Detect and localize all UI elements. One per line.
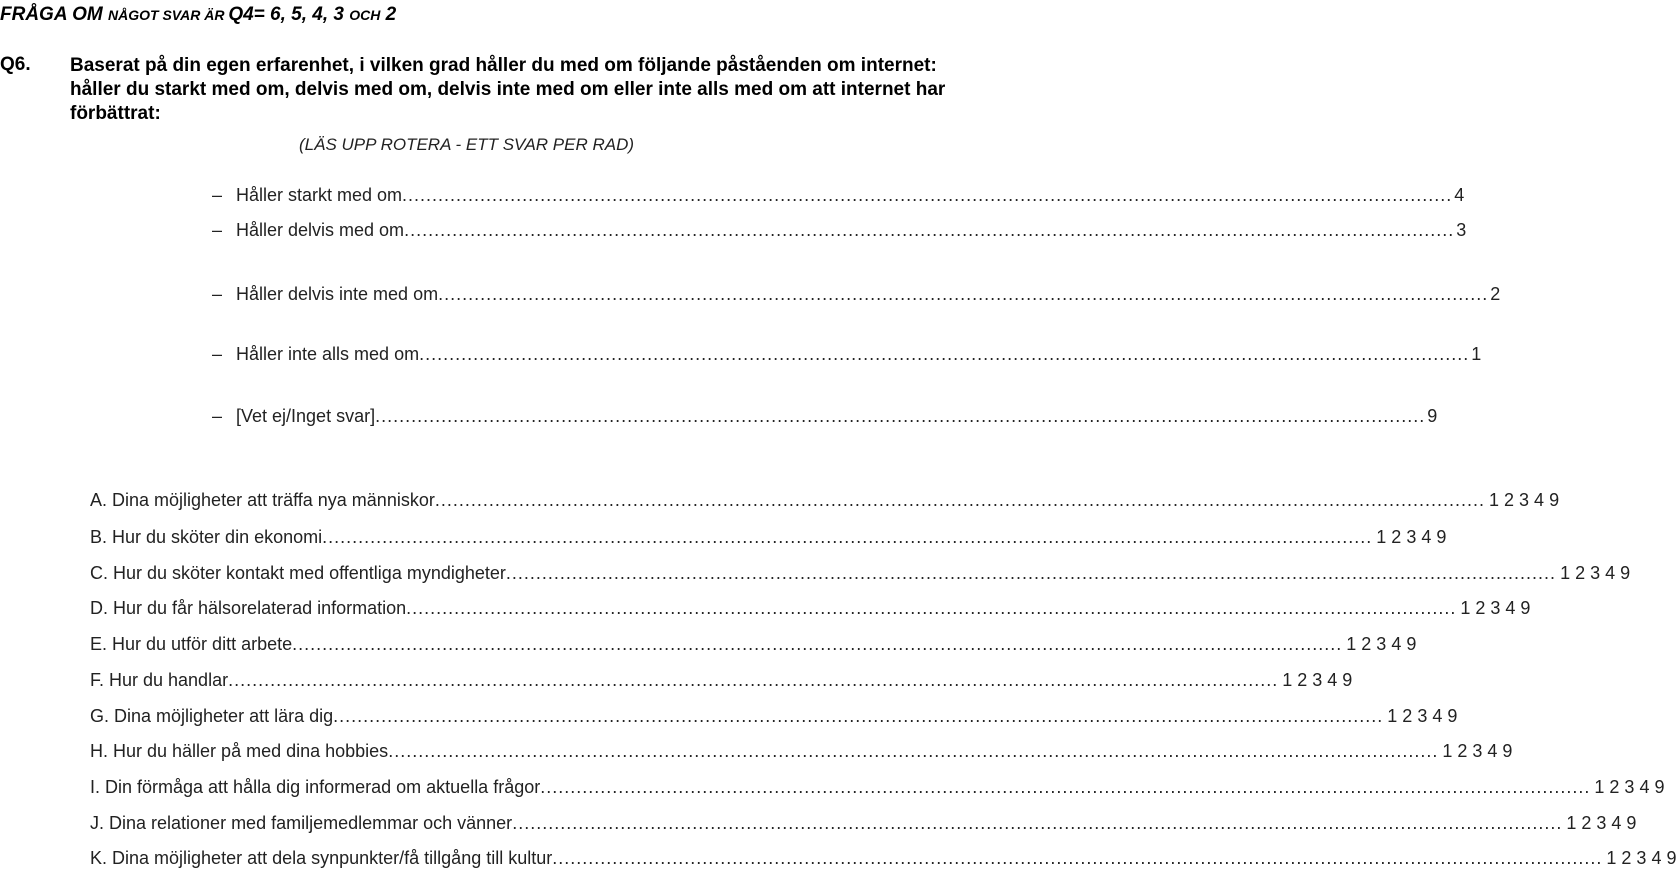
statement-label: C. Hur du sköter kontakt med offentliga myndigheter bbox=[90, 563, 506, 583]
header-text-5: 2 bbox=[380, 4, 397, 25]
scale-option-label: [Vet ej/Inget svar] bbox=[236, 406, 376, 426]
dot-leader: ............................................................................................................................................................................... bbox=[552, 848, 1603, 868]
scale-option-2 bbox=[212, 284, 1501, 306]
statement-row-a bbox=[90, 490, 1560, 512]
dot-leader: ............................................................................................................................................................................... bbox=[402, 185, 1453, 205]
dot-leader: ............................................................................................................................................................................... bbox=[228, 670, 1279, 690]
dash-marker: – bbox=[212, 185, 223, 205]
answer-codes: 1 2 3 4 9 bbox=[1282, 670, 1353, 690]
dot-leader: ............................................................................................................................................................................... bbox=[512, 813, 1563, 833]
scale-option-code: 3 bbox=[1456, 220, 1467, 240]
answer-codes: 1 2 3 4 9 bbox=[1442, 741, 1513, 761]
answer-codes: 1 2 3 4 9 bbox=[1594, 777, 1665, 797]
dot-leader: ............................................................................................................................................................................... bbox=[419, 344, 1470, 364]
interviewer-instruction: (LÄS UPP ROTERA - ETT SVAR PER RAD) bbox=[299, 135, 635, 154]
scale-option-9 bbox=[212, 406, 1438, 428]
statement-label: D. Hur du får hälsorelaterad information bbox=[90, 598, 407, 618]
answer-codes: 1 2 3 4 9 bbox=[1346, 634, 1417, 654]
statement-label: K. Dina möjligheter att dela synpunkter/få tillgång till kultur bbox=[90, 848, 553, 868]
dot-leader: ............................................................................................................................................................................... bbox=[406, 598, 1457, 618]
answer-codes: 1 2 3 4 9 bbox=[1489, 490, 1560, 510]
scale-option-label: Håller delvis med om bbox=[236, 220, 405, 240]
question-number: Q6. bbox=[0, 54, 31, 75]
scale-option-code: 9 bbox=[1427, 406, 1438, 426]
header-text-1: FRÅGA OM bbox=[0, 4, 109, 25]
header-text-2: NÅGOT SVAR ÄR bbox=[108, 7, 229, 23]
dot-leader: ............................................................................................................................................................................... bbox=[322, 527, 1373, 547]
scale-option-label: Håller delvis inte med om bbox=[236, 284, 439, 304]
scale-option-3 bbox=[212, 220, 1467, 242]
dash-marker: – bbox=[212, 406, 223, 426]
statement-row-i bbox=[90, 777, 1665, 799]
dot-leader: ............................................................................................................................................................................... bbox=[388, 741, 1439, 761]
statement-row-g bbox=[90, 706, 1458, 728]
scale-option-code: 2 bbox=[1490, 284, 1501, 304]
statement-label: I. Din förmåga att hålla dig informerad om aktuella frågor bbox=[90, 777, 541, 797]
scale-option-code: 4 bbox=[1454, 185, 1465, 205]
dash-marker: – bbox=[212, 284, 223, 304]
statement-label: F. Hur du handlar bbox=[90, 670, 229, 690]
scale-option-1 bbox=[212, 344, 1482, 366]
dash-marker: – bbox=[212, 220, 223, 240]
dot-leader: ............................................................................................................................................................................... bbox=[434, 490, 1486, 510]
statement-row-d bbox=[90, 598, 1531, 620]
statement-label: E. Hur du utför ditt arbete bbox=[90, 634, 293, 654]
statement-label: J. Dina relationer med familjemedlemmar och vänner bbox=[90, 813, 513, 833]
dot-leader: ............................................................................................................................................................................... bbox=[375, 406, 1426, 426]
answer-codes: 1 2 3 4 9 bbox=[1376, 527, 1447, 547]
dot-leader: ............................................................................................................................................................................... bbox=[540, 777, 1591, 797]
dot-leader: ............................................................................................................................................................................... bbox=[505, 563, 1557, 583]
statement-row-e bbox=[90, 634, 1417, 656]
statement-row-c bbox=[90, 563, 1631, 585]
dot-leader: ............................................................................................................................................................................... bbox=[438, 284, 1489, 304]
scale-option-label: Håller inte alls med om bbox=[236, 344, 420, 364]
statement-row-f bbox=[90, 670, 1353, 692]
statement-row-j bbox=[90, 813, 1637, 835]
section-header bbox=[0, 4, 396, 26]
statement-label: G. Dina möjligheter att lära dig bbox=[90, 706, 334, 726]
statement-label: A. Dina möjligheter att träffa nya människor bbox=[90, 490, 435, 510]
dot-leader: ............................................................................................................................................................................... bbox=[292, 634, 1343, 654]
scale-option-code: 1 bbox=[1471, 344, 1482, 364]
answer-codes: 1 2 3 4 9 bbox=[1460, 598, 1531, 618]
statement-row-b bbox=[90, 527, 1447, 549]
scale-option-4 bbox=[212, 185, 1465, 207]
header-text-3: Q4= 6, 5, 4, 3 bbox=[228, 4, 350, 25]
scale-option-label: Håller starkt med om bbox=[236, 185, 403, 205]
dot-leader: ............................................................................................................................................................................... bbox=[404, 220, 1455, 240]
answer-codes: 1 2 3 4 9 bbox=[1606, 848, 1676, 868]
question-text: Baserat på din egen erfarenhet, i vilken grad håller du med om följande påståenden om internet: håller du starkt med om, delvis med om, delvis inte med om eller inte alls med om att internet har förbättrat: bbox=[70, 55, 946, 124]
statement-label: H. Hur du häller på med dina hobbies bbox=[90, 741, 389, 761]
dash-marker: – bbox=[212, 344, 223, 364]
statement-row-k bbox=[90, 848, 1676, 870]
answer-codes: 1 2 3 4 9 bbox=[1387, 706, 1458, 726]
header-text-4: OCH bbox=[349, 7, 381, 23]
dot-leader: ............................................................................................................................................................................... bbox=[333, 706, 1384, 726]
statement-label: B. Hur du sköter din ekonomi bbox=[90, 527, 323, 547]
statement-row-h bbox=[90, 741, 1513, 763]
answer-codes: 1 2 3 4 9 bbox=[1566, 813, 1637, 833]
answer-codes: 1 2 3 4 9 bbox=[1560, 563, 1631, 583]
